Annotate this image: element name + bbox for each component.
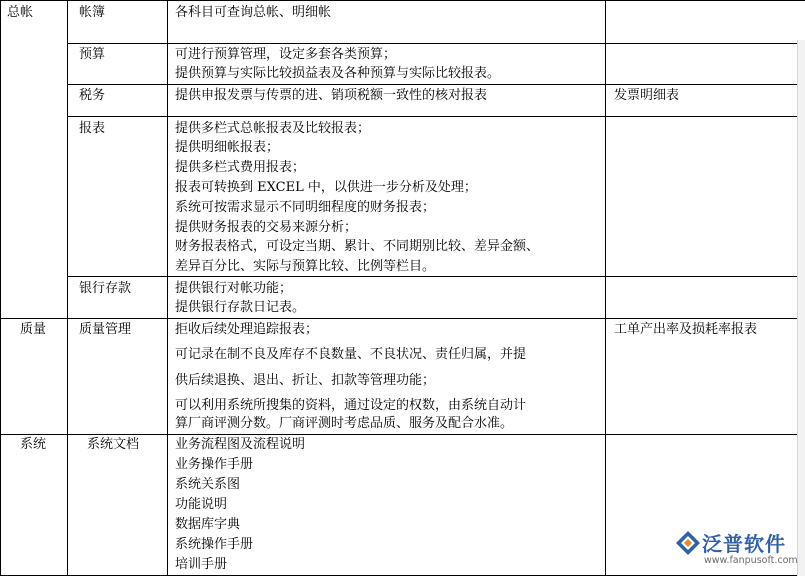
description-line: 培训手册 — [175, 557, 228, 572]
row-divider — [0, 318, 805, 319]
description-line: 各科目可查询总帐、明细帐 — [175, 5, 332, 20]
column-divider-2 — [167, 0, 168, 576]
description-line: 业务操作手册 — [175, 457, 254, 472]
description-line: 可以利用系统所搜集的资料，通过设定的权数，由系统自动计 — [175, 398, 527, 413]
description-line: 拒收后续处理追踪报表； — [175, 322, 319, 337]
description-line: 差异百分比、实际与预算比较、比例等栏目。 — [175, 259, 436, 274]
column-divider-1 — [67, 0, 68, 576]
description-line: 报表可转换到 EXCEL 中，以供进一步分析及处理； — [175, 180, 477, 195]
description-line: 系统关系图 — [175, 477, 241, 492]
fanpu-logo — [672, 527, 800, 573]
output-cell: 发票明细表 — [614, 88, 680, 103]
logo-name: 泛普软件 — [702, 532, 786, 556]
item-cell: 帐簿 — [79, 5, 106, 20]
description-line: 供后续退换、退出、折让、扣款等管理功能； — [175, 373, 436, 388]
item-cell: 报表 — [79, 121, 106, 136]
item-cell: 预算 — [79, 47, 106, 62]
description-line: 提供银行对帐功能； — [175, 281, 293, 296]
logo-url: www.fanpusoft.com — [704, 555, 798, 566]
description-line: 提供明细帐报表； — [175, 140, 280, 155]
fanpu-logo-icon — [674, 529, 702, 557]
column-divider-3 — [605, 0, 606, 576]
category-cell: 总帐 — [7, 5, 34, 20]
description-line: 功能说明 — [175, 497, 228, 512]
description-line: 业务流程图及流程说明 — [175, 437, 306, 452]
description-line: 可进行预算管理，设定多套各类预算； — [175, 47, 397, 62]
output-cell: 工单产出率及损耗率报表 — [614, 322, 758, 337]
row-divider — [67, 84, 805, 85]
description-line: 系统操作手册 — [175, 537, 254, 552]
description-line: 系统可按需求显示不同明细程度的财务报表； — [175, 200, 436, 215]
item-cell: 质量管理 — [79, 322, 132, 337]
row-divider — [67, 43, 805, 44]
vertical-scrollbar[interactable] — [797, 40, 805, 576]
description-line: 数据库字典 — [175, 517, 241, 532]
item-cell: 银行存款 — [79, 281, 132, 296]
category-cell: 系统 — [20, 437, 47, 452]
description-line: 算厂商评测分数。厂商评测时考虑品质、服务及配合水准。 — [175, 416, 514, 431]
table-border-top — [0, 0, 805, 1]
description-line: 提供多栏式总帐报表及比较报表； — [175, 121, 371, 136]
item-cell: 税务 — [79, 88, 106, 103]
description-line: 财务报表格式，可设定当期、累计、不同期别比较、差异金额、 — [175, 239, 540, 254]
description-line: 提供银行存款日记表。 — [175, 300, 306, 315]
description-line: 提供预算与实际比较损益表及各种预算与实际比较报表。 — [175, 66, 501, 81]
item-cell: 系统文档 — [87, 437, 140, 452]
category-cell: 质量 — [20, 322, 47, 337]
table-border-left — [0, 0, 1, 576]
description-line: 可记录在制不良及库存不良数量、不良状况、责任归属，并提 — [175, 347, 527, 362]
row-divider — [67, 116, 805, 117]
description-line: 提供多栏式费用报表； — [175, 160, 306, 175]
description-line: 提供财务报表的交易来源分析； — [175, 220, 358, 235]
description-line: 提供申报发票与传票的进、销项税额一致性的核对报表 — [175, 88, 488, 103]
